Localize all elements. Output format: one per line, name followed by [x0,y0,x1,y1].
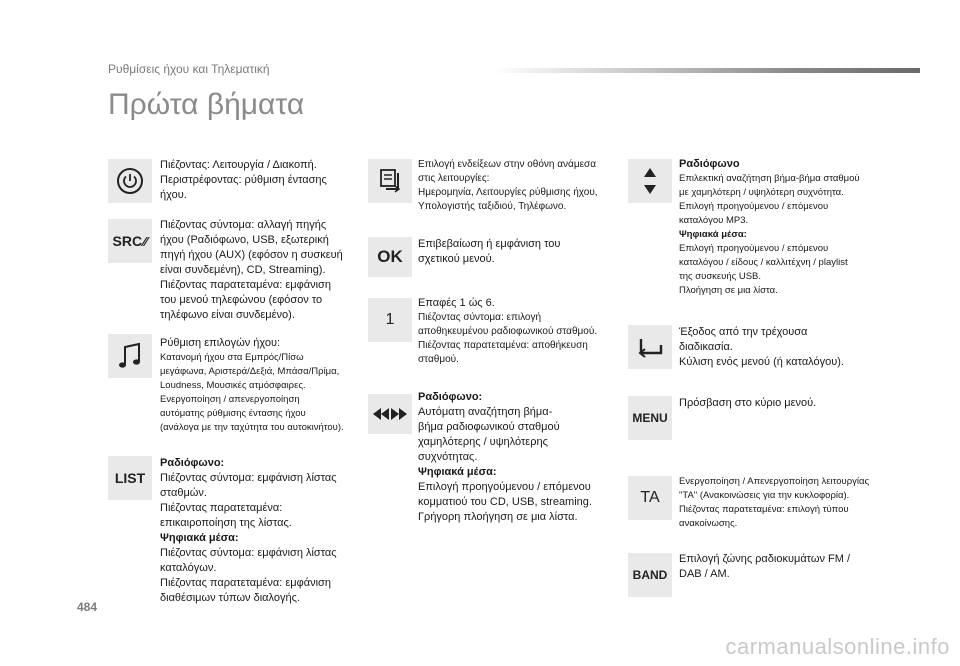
ta-icon: TA [628,476,672,520]
page-number: 484 [77,600,98,614]
music-description: Ρύθμιση επιλογών ήχου: Κατανομή ήχου στα Εμπρός/Πίσω μεγάφωνα, Αριστερά/Δεξιά, Μπάσα/Πρίμα, Loudness, Μουσικές ατμόσφαιρες. Ενεργοποίηση / απενεργοποίηση αυτόματης ρύθμισης έντασης ήχου (ανάλογα με την ταχύτητα του αυτοκινήτου). [160,337,344,433]
list-icon: LIST [108,456,152,500]
back-description: Έξοδος από την τρέχουσα διαδικασία. Κύλιση ενός μενού (ή καταλόγου). [679,326,844,368]
up-down-arrows-icon [628,159,672,203]
one-icon: 1 [368,298,412,342]
display-info-icon [368,159,412,203]
display-description: Επιλογή ενδείξεων στην οθόνη ανάμεσα στις λειτουργίες: Ημερομηνία, Λειτουργίες ρύθμισης ήχου, Υπολογιστής ταξιδιού, Τηλέφωνο. [418,159,598,212]
band-description: Επιλογή ζώνης ραδιοκυμάτων FM / DAB / AM. [679,553,851,580]
list-description: Ραδιόφωνο: Πιέζοντας σύντομα: εμφάνιση λίστας σταθμών. Πιέζοντας παρατεταμένα: επικαιροποίηση της λίστας. Ψηφιακά μέσα: Πιέζοντας σύντομα: εμφάνιση λίστας καταλόγων. Πιέζοντας παρατεταμένα: εμφάνιση διαθέσιμων τύπων διαλογής. [160,457,337,604]
src-description: Πιέζοντας σύντομα: αλλαγή πηγής ήχου (Ραδιόφωνο, USB, εξωτερική πηγή ήχου (AUX) (εφόσον η συσκευή είναι συνδεμένη), CD, Streaming). Πιέζοντας παρατεταμένα: εμφάνιση του μενού τηλεφώνου (εφόσον το τηλέφωνο είναι συνδεμένο). [160,219,343,321]
back-arrow-icon [628,325,672,369]
updown-description: Ραδιόφωνο Επιλεκτική αναζήτηση βήμα-βήμα σταθμού με χαμηλότερη / υψηλότερη συχνότητα. Επιλογή προηγούμενου / επόμενου καταλόγου MP3. Ψηφιακά μέσα: Επιλογή προηγούμενου / επόμενου καταλόγου / είδους / καλλιτέχνη / playlist της συσκευής USB. Πλοήγηση σε μια λίστα. [679,158,860,296]
presets-description: Επαφές 1 ώς 6. Πιέζοντας σύντομα: επιλογή αποθηκευμένου ραδιοφωνικού σταθμού. Πιέζοντας παρατεταμένα: αποθήκευση σταθμού. [418,297,598,365]
ok-icon: OK [368,237,412,277]
power-icon [108,159,152,203]
seek-description: Ραδιόφωνο: Αυτόματη αναζήτηση βήμα- βήμα ραδιοφωνικού σταθμού χαμηλότερης / υψηλότερης συχνότητας. Ψηφιακά μέσα: Επιλογή προηγούμενου / επόμενου κομματιού του CD, USB, streaming. Γρήγορη πλοήγηση σε μια λίστα. [418,391,592,523]
header-rule [492,68,920,73]
src-icon: SRC ⁄⁄ [108,219,152,263]
menu-description: Πρόσβαση στο κύριο μενού. [679,397,817,409]
section-title: Ρυθμίσεις ήχου και Τηλεματική [108,62,270,76]
menu-icon: MENU [628,396,672,440]
watermark: carmanualsonline.info [725,634,950,659]
page-heading: Πρώτα βήματα [108,88,305,121]
band-icon: BAND [628,553,672,597]
music-note-icon [108,334,152,378]
ok-description: Επιβεβαίωση ή εμφάνιση του σχετικού μενού. [418,238,561,265]
seek-arrows-icon [368,394,412,434]
ta-description: Ενεργοποίηση / Απενεργοποίηση λειτουργίας "TA" (Ανακοινώσεις για την κυκλοφορία). Πιέζοντας παρατεταμένα: επιλογή τύπου ανακοίνωσης. [679,476,870,529]
power-description: Πιέζοντας: Λειτουργία / Διακοπή. Περιστρέφοντας: ρύθμιση έντασης ήχου. [160,159,327,201]
